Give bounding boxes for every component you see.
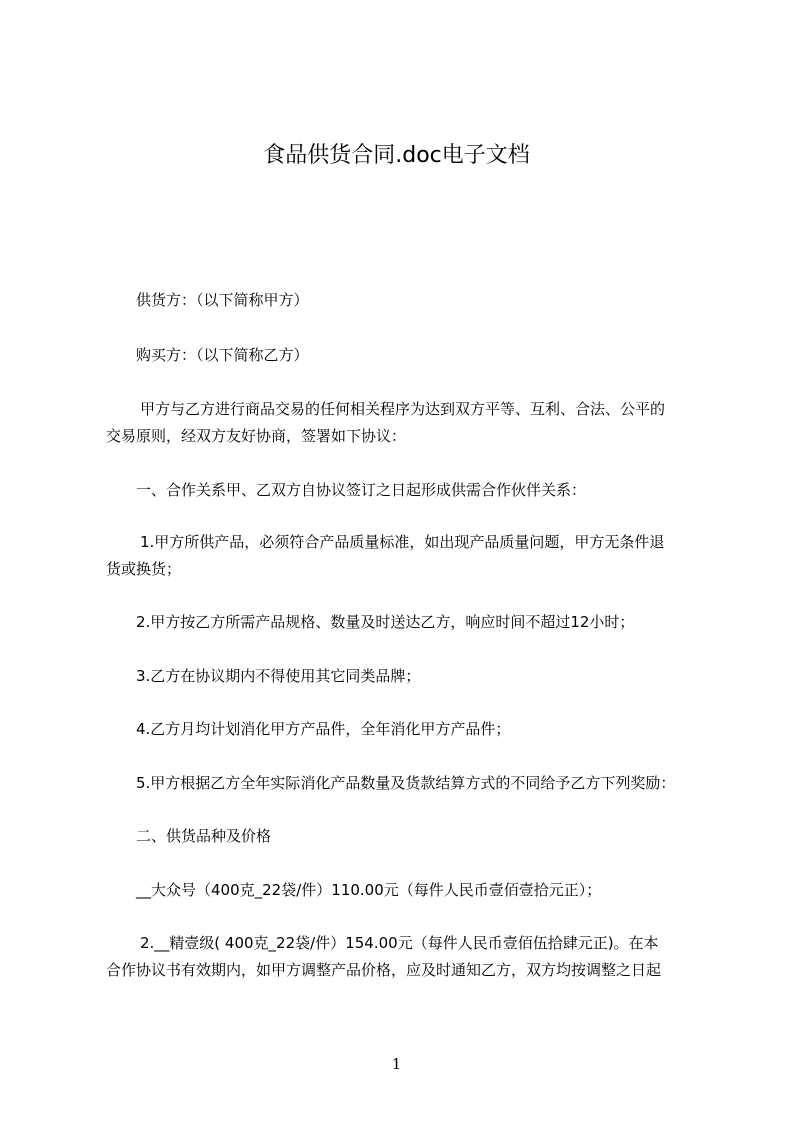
section-two-heading: 二、供货品种及价格 [136, 827, 272, 845]
clause-5: 5.甲方根据乙方全年实际消化产品数量及货款结算方式的不同给予乙方下列奖励： [136, 774, 676, 792]
price-item-2-line-1: 2.__精壹级( 400克_22袋/件）154.00元（每件人民币壹佰伍拾肆元正)。在本 [140, 934, 659, 952]
intro-paragraph-line-2: 交易原则，经双方友好协商，签署如下协议： [106, 427, 407, 445]
intro-paragraph-line-1: 甲方与乙方进行商品交易的任何相关程序为达到双方平等、互利、合法、公平的 [140, 400, 666, 418]
supplier-line: 供货方：（以下简称甲方） [136, 291, 309, 309]
clause-4: 4.乙方月均计划消化甲方产品件，全年消化甲方产品件； [136, 720, 511, 738]
price-item-1: __大众号（400克_22袋/件）110.00元（每件人民币壹佰壹拾元正）； [136, 881, 602, 899]
clause-2: 2.甲方按乙方所需产品规格、数量及时送达乙方，响应时间不超过12小时； [136, 613, 635, 631]
price-item-2-line-2: 合作协议书有效期内，如甲方调整产品价格，应及时通知乙方，双方均按调整之日起 [106, 961, 662, 979]
document-title: 食品供货合同.doc电子文档 [263, 143, 530, 168]
clause-3: 3.乙方在协议期内不得使用其它同类品牌； [136, 667, 421, 685]
clause-1-line-2: 货或换货； [106, 560, 182, 578]
section-one-heading: 一、合作关系甲、乙双方自协议签订之日起形成供需合作伙伴关系： [136, 481, 587, 499]
page-number: 1 [391, 1055, 402, 1073]
clause-1-line-1: 1.甲方所供产品，必须符合产品质量标准，如出现产品质量问题，甲方无条件退 [140, 533, 665, 551]
buyer-line: 购买方：（以下简称乙方） [136, 346, 309, 364]
